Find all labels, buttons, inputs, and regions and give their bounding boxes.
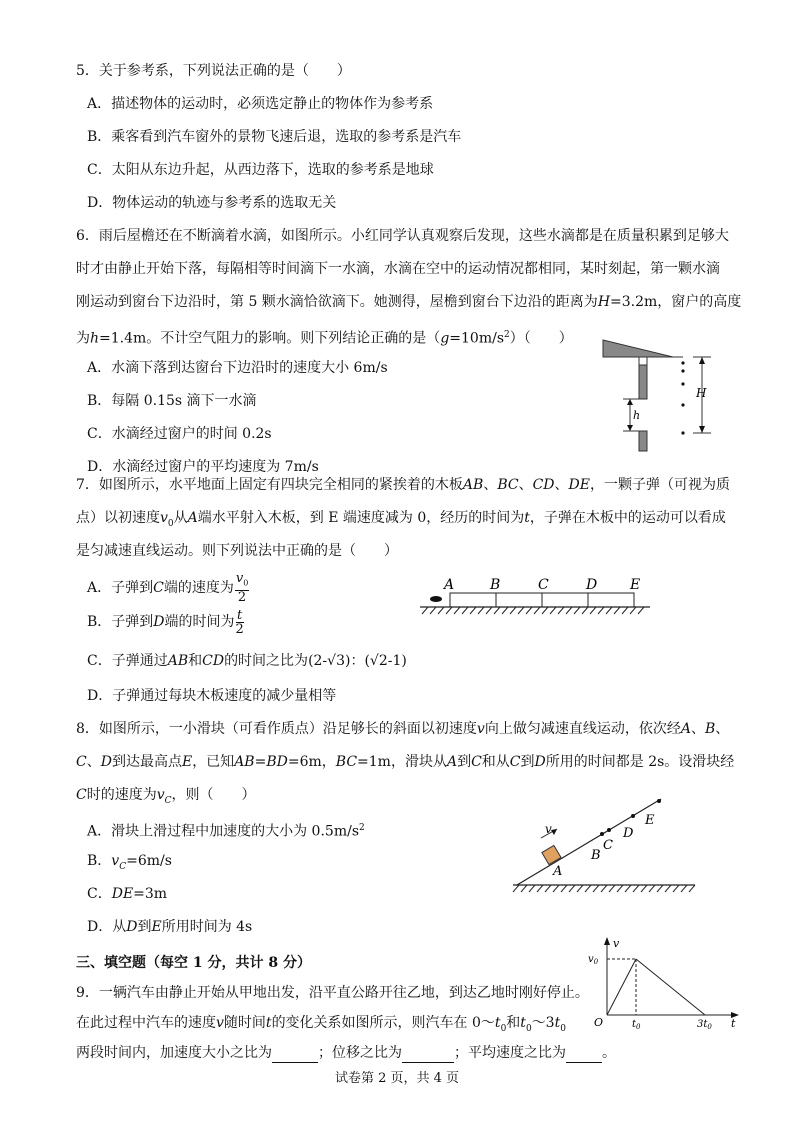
fig8-label-e: E (645, 813, 655, 828)
hatch-mark (526, 607, 532, 614)
hatch-mark (430, 607, 436, 614)
q6-line-4: 为h=1.4m。不计空气阻力的影响。则下列结论正确的是$(g=10m/s^2)$（ ） (76, 330, 573, 347)
fig8-label-a: A (553, 864, 563, 879)
fig7-label-a: A (444, 577, 455, 593)
bullet-shape (430, 596, 442, 602)
hatch-mark (649, 885, 655, 892)
incline-figure (505, 795, 705, 900)
eave-shape (603, 340, 673, 357)
hatch-mark (422, 607, 428, 614)
fig8-label-d: D (623, 826, 634, 841)
fig7-label-b: B (490, 577, 501, 593)
hatch-mark (673, 885, 679, 892)
hatch-mark (542, 607, 548, 614)
hatch-mark (622, 607, 628, 614)
hatch-mark (585, 885, 591, 892)
hatch-mark (438, 607, 444, 614)
q9-line-3: 两段时间内，加速度大小之比为 ；位移之比为 ；平均速度之比为 。 (76, 1045, 616, 1061)
hatch-mark (534, 607, 540, 614)
vt-graph (585, 935, 745, 1030)
fig8-label-c: C (603, 838, 613, 853)
graph-label-3t0: $3t_0$ (697, 1019, 712, 1030)
hatch-mark (593, 885, 599, 892)
wall-lower (639, 431, 647, 451)
board-de (588, 593, 634, 607)
hatch-mark (529, 885, 535, 892)
q8-option-a: A．滑块上滑过程中加速度的大小为 $0.5m/s^2$ (87, 823, 365, 840)
hatch-mark (566, 607, 572, 614)
board-ab (450, 593, 496, 607)
q5-option-a: A．描述物体的运动时，必须选定静止的物体作为参考系 (87, 96, 434, 112)
graph-label-t0: $t_0$ (632, 1019, 641, 1030)
graph-label-v0: $v_0$ (588, 954, 599, 966)
q7-line-1: 7．如图所示，水平地面上固定有四块完全相同的紧挨着的木板AB、BC、CD、DE，一颗子弹（可视为质 (76, 477, 730, 493)
hatch-mark (454, 607, 460, 614)
q7-line-3: 是匀减速直线运动。则下列说法中正确的是（ ） (76, 543, 398, 559)
q6-option-b: B．每隔 0.15s 滴下一水滴 (87, 393, 257, 409)
page-footer: 试卷第 2 页，共 4 页 (334, 1071, 460, 1086)
eave-window-figure (595, 335, 725, 460)
q9-line-2: 在此过程中汽车的速度v随时间t的变化关系如图所示，则汽车在 $0\sim t_0$和$t_0\sim 3t_0$ (76, 1015, 566, 1034)
fig8-label-b: B (591, 848, 601, 863)
fig7-label-c: C (538, 577, 549, 593)
hatch-mark (625, 885, 631, 892)
q6-line-2: 时才由静止开始下落，每隔相等时间滴下一水滴，水滴在空中的运动情况都相同，某时刻起，第一颗水滴 (76, 261, 720, 277)
q6-line-3: 刚运动到窗台下边沿时，第 5 颗水滴恰欲滴下。她测得，屋檐到窗台下边沿的距离为H=3.2m，窗户的高度 (76, 294, 742, 310)
hatch-mark (553, 885, 559, 892)
hatch-mark (518, 607, 524, 614)
blank-avg-speed-ratio[interactable] (566, 1044, 602, 1063)
fig7-label-d: D (586, 577, 598, 593)
q5-option-c: C．太阳从东边升起，从西边落下，选取的参考系是地球 (87, 162, 434, 178)
q8-option-c: C．DE=3m (87, 886, 168, 902)
hatch-mark (545, 885, 551, 892)
hatch-mark (598, 607, 604, 614)
wood-board-figure (420, 570, 650, 622)
ground-hatch (422, 607, 644, 614)
fig8-label-v: v (545, 822, 552, 836)
hatch-mark (577, 885, 583, 892)
hatch-mark (462, 607, 468, 614)
hatch-mark (558, 607, 564, 614)
hatch-mark (601, 885, 607, 892)
q8-line-2: C、D到达最高点E，已知AB=BD=6m，BC=1m，滑块从A到C和从C到D所用的时间都是 2s。设滑块经 (76, 754, 735, 770)
hatch-mark (513, 885, 519, 892)
hatch-mark (494, 607, 500, 614)
blank-displacement-ratio[interactable] (402, 1044, 454, 1063)
q7-option-b: B．子弹到D端的时间为 $\frac{t}{2}$ (87, 607, 244, 637)
q7-option-d: D．子弹通过每块木板速度的减少量相等 (87, 688, 337, 704)
board-cd (542, 593, 588, 607)
slider-block (542, 845, 561, 864)
q5-stem: 5．关于参考系，下列说法正确的是（ ） (76, 63, 351, 79)
incline-surface (517, 799, 661, 885)
hatch-mark (617, 885, 623, 892)
hatch-mark (478, 607, 484, 614)
hatch-mark (689, 885, 695, 892)
hatch-mark (630, 607, 636, 614)
graph-label-t: t (731, 1017, 736, 1030)
hatch-mark (574, 607, 580, 614)
hatch-mark (561, 885, 567, 892)
q7-option-a: A．子弹到C端的速度为 $\frac{v_0}{2}$ (87, 571, 249, 605)
q7-line-2: 点）以初速度$v_0$从A端水平射入木板，到 E 端速度减为 0，经历的时间为t，子弹在木板中的运动可以看成 (76, 510, 726, 529)
hatch-mark (614, 607, 620, 614)
incline-hatch (513, 885, 695, 892)
hatch-mark (633, 885, 639, 892)
q5-option-d: D．物体运动的轨迹与参考系的选取无关 (87, 195, 337, 211)
q6-option-a: A．水滴下落到达窗台下边沿时的速度大小 6m/s (87, 360, 388, 376)
hatch-mark (569, 885, 575, 892)
decel-segment (636, 959, 705, 1015)
q8-option-b: B．$v_C=6m/s$ (87, 853, 172, 872)
hatch-mark (446, 607, 452, 614)
q5-option-b: B．乘客看到汽车窗外的景物飞速后退，选取的参考系是汽车 (87, 129, 462, 145)
section-3-title: 三、填空题（每空 1 分，共计 8 分） (76, 955, 311, 971)
hatch-mark (665, 885, 671, 892)
q6-option-d: D．水滴经过窗户的平均速度为 7m/s (87, 459, 319, 475)
hatch-mark (681, 885, 687, 892)
q9-line-1: 9．一辆汽车由静止开始从甲地出发，沿平直公路开往乙地，到达乙地时刚好停止。 (76, 985, 589, 1001)
q6-line-1: 6．雨后屋檐还在不断滴着水滴，如图所示。小红同学认真观察后发现，这些水滴都是在质量积累到足够大 (76, 228, 729, 244)
graph-label-origin: O (594, 1016, 604, 1029)
hatch-mark (486, 607, 492, 614)
hatch-mark (470, 607, 476, 614)
hatch-mark (609, 885, 615, 892)
fig7-label-e: E (630, 577, 641, 593)
q8-line-3: C时的速度为$v_C$，则（ ） (76, 787, 256, 806)
hatch-mark (550, 607, 556, 614)
fig-label-h: h (633, 409, 641, 422)
wall-upper (639, 365, 647, 399)
hatch-mark (606, 607, 612, 614)
fig-label-H: H (696, 386, 707, 400)
q8-option-d: D．从D到E所用时间为 4s (87, 919, 253, 935)
q8-line-1: 8．如图所示，一小滑块（可看作质点）沿足够长的斜面以初速度v向上做匀减速直线运动，依次经A、B、 (76, 721, 730, 737)
hatch-mark (537, 885, 543, 892)
q7-option-c: C．子弹通过AB和CD的时间之比为(2-√3)：(√2-1) (87, 653, 407, 669)
q6-option-c: C．水滴经过窗户的时间 0.2s (87, 426, 272, 442)
hatch-mark (582, 607, 588, 614)
blank-accel-ratio[interactable] (272, 1044, 318, 1063)
hatch-mark (502, 607, 508, 614)
graph-label-v: v (613, 937, 620, 950)
hatch-mark (641, 885, 647, 892)
hatch-mark (590, 607, 596, 614)
board-bc (496, 593, 542, 607)
hatch-mark (657, 885, 663, 892)
hatch-mark (510, 607, 516, 614)
hatch-mark (638, 607, 644, 614)
accel-segment (607, 959, 636, 1015)
hatch-mark (521, 885, 527, 892)
